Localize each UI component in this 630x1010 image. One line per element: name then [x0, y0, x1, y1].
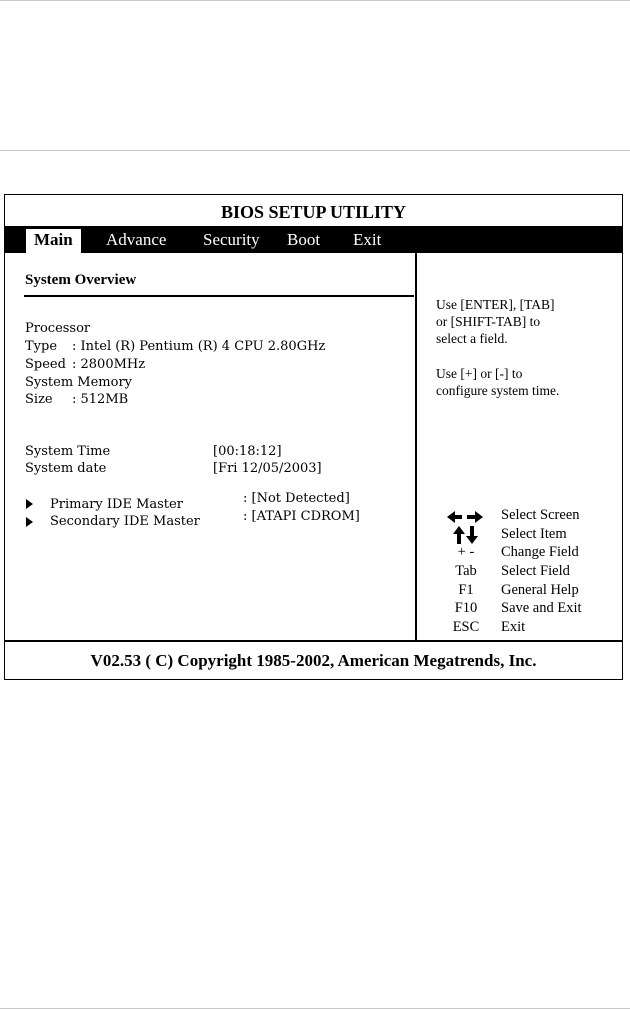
help-line-1: Use [ENTER], [TAB]	[436, 297, 555, 312]
system-date-field[interactable]: [Fri 12/05/2003]	[213, 461, 322, 476]
processor-label: Processor	[25, 321, 91, 336]
help-line-3: select a field.	[436, 331, 508, 346]
up-down-arrows-icon	[453, 526, 479, 544]
tab-security[interactable]: Security	[203, 230, 260, 249]
key-desc-general-help: General Help	[501, 582, 579, 598]
speed-label: Speed	[25, 357, 66, 372]
system-date-label: System date	[25, 461, 107, 476]
primary-ide-master-item[interactable]: Primary IDE Master	[50, 497, 183, 512]
overview-underline	[24, 295, 414, 297]
key-esc: ESC	[452, 619, 480, 635]
help-line-2: or [SHIFT-TAB] to	[436, 314, 541, 329]
size-value: : 512MB	[72, 392, 129, 407]
submenu-arrow-icon	[26, 499, 33, 509]
key-desc-select-screen: Select Screen	[501, 507, 580, 523]
menu-bar	[5, 226, 622, 253]
key-desc-select-item: Select Item	[501, 526, 567, 542]
tab-main[interactable]: Main	[26, 229, 81, 253]
system-time-field[interactable]: [00:18:12]	[213, 444, 282, 459]
panel-divider	[415, 253, 417, 641]
submenu-arrow-icon	[26, 517, 33, 527]
key-desc-save-and-exit: Save and Exit	[501, 600, 582, 616]
bios-title: BIOS SETUP UTILITY	[220, 202, 407, 222]
size-label: Size	[25, 392, 53, 407]
help-line-5: configure system time.	[436, 383, 560, 398]
tab-boot[interactable]: Boot	[287, 230, 321, 249]
system-time-label: System Time	[25, 444, 111, 459]
key-f1: F1	[458, 582, 474, 598]
key-desc-select-field: Select Field	[501, 563, 570, 579]
speed-value: : 2800MHz	[72, 357, 146, 372]
footer-page-rule	[0, 1008, 630, 1009]
type-label: Type	[25, 339, 58, 354]
tab-advance[interactable]: Advance	[106, 230, 167, 249]
key-tab: Tab	[455, 563, 477, 579]
key-desc-exit: Exit	[501, 619, 526, 635]
left-right-arrows-icon	[447, 510, 483, 524]
type-value: : Intel (R) Pentium (R) 4 CPU 2.80GHz	[72, 339, 326, 354]
tab-exit[interactable]: Exit	[353, 230, 382, 249]
bios-setup-screen	[4, 194, 623, 680]
key-desc-change-field: Change Field	[501, 544, 579, 560]
copyright-footer: V02.53 ( C) Copyright 1985-2002, American Megatrends, Inc.	[90, 651, 537, 670]
key-f10: F10	[454, 600, 478, 616]
key-plus-minus: + -	[457, 544, 475, 560]
primary-ide-master-value: : [Not Detected]	[243, 491, 350, 506]
system-overview-title: System Overview	[25, 272, 137, 288]
secondary-ide-master-item[interactable]: Secondary IDE Master	[50, 514, 200, 529]
system-memory-label: System Memory	[25, 375, 133, 390]
top-page-rule	[0, 0, 630, 1]
secondary-ide-master-value: : [ATAPI CDROM]	[243, 509, 360, 524]
help-line-4: Use [+] or [-] to	[436, 366, 523, 381]
header-page-rule	[0, 150, 630, 151]
